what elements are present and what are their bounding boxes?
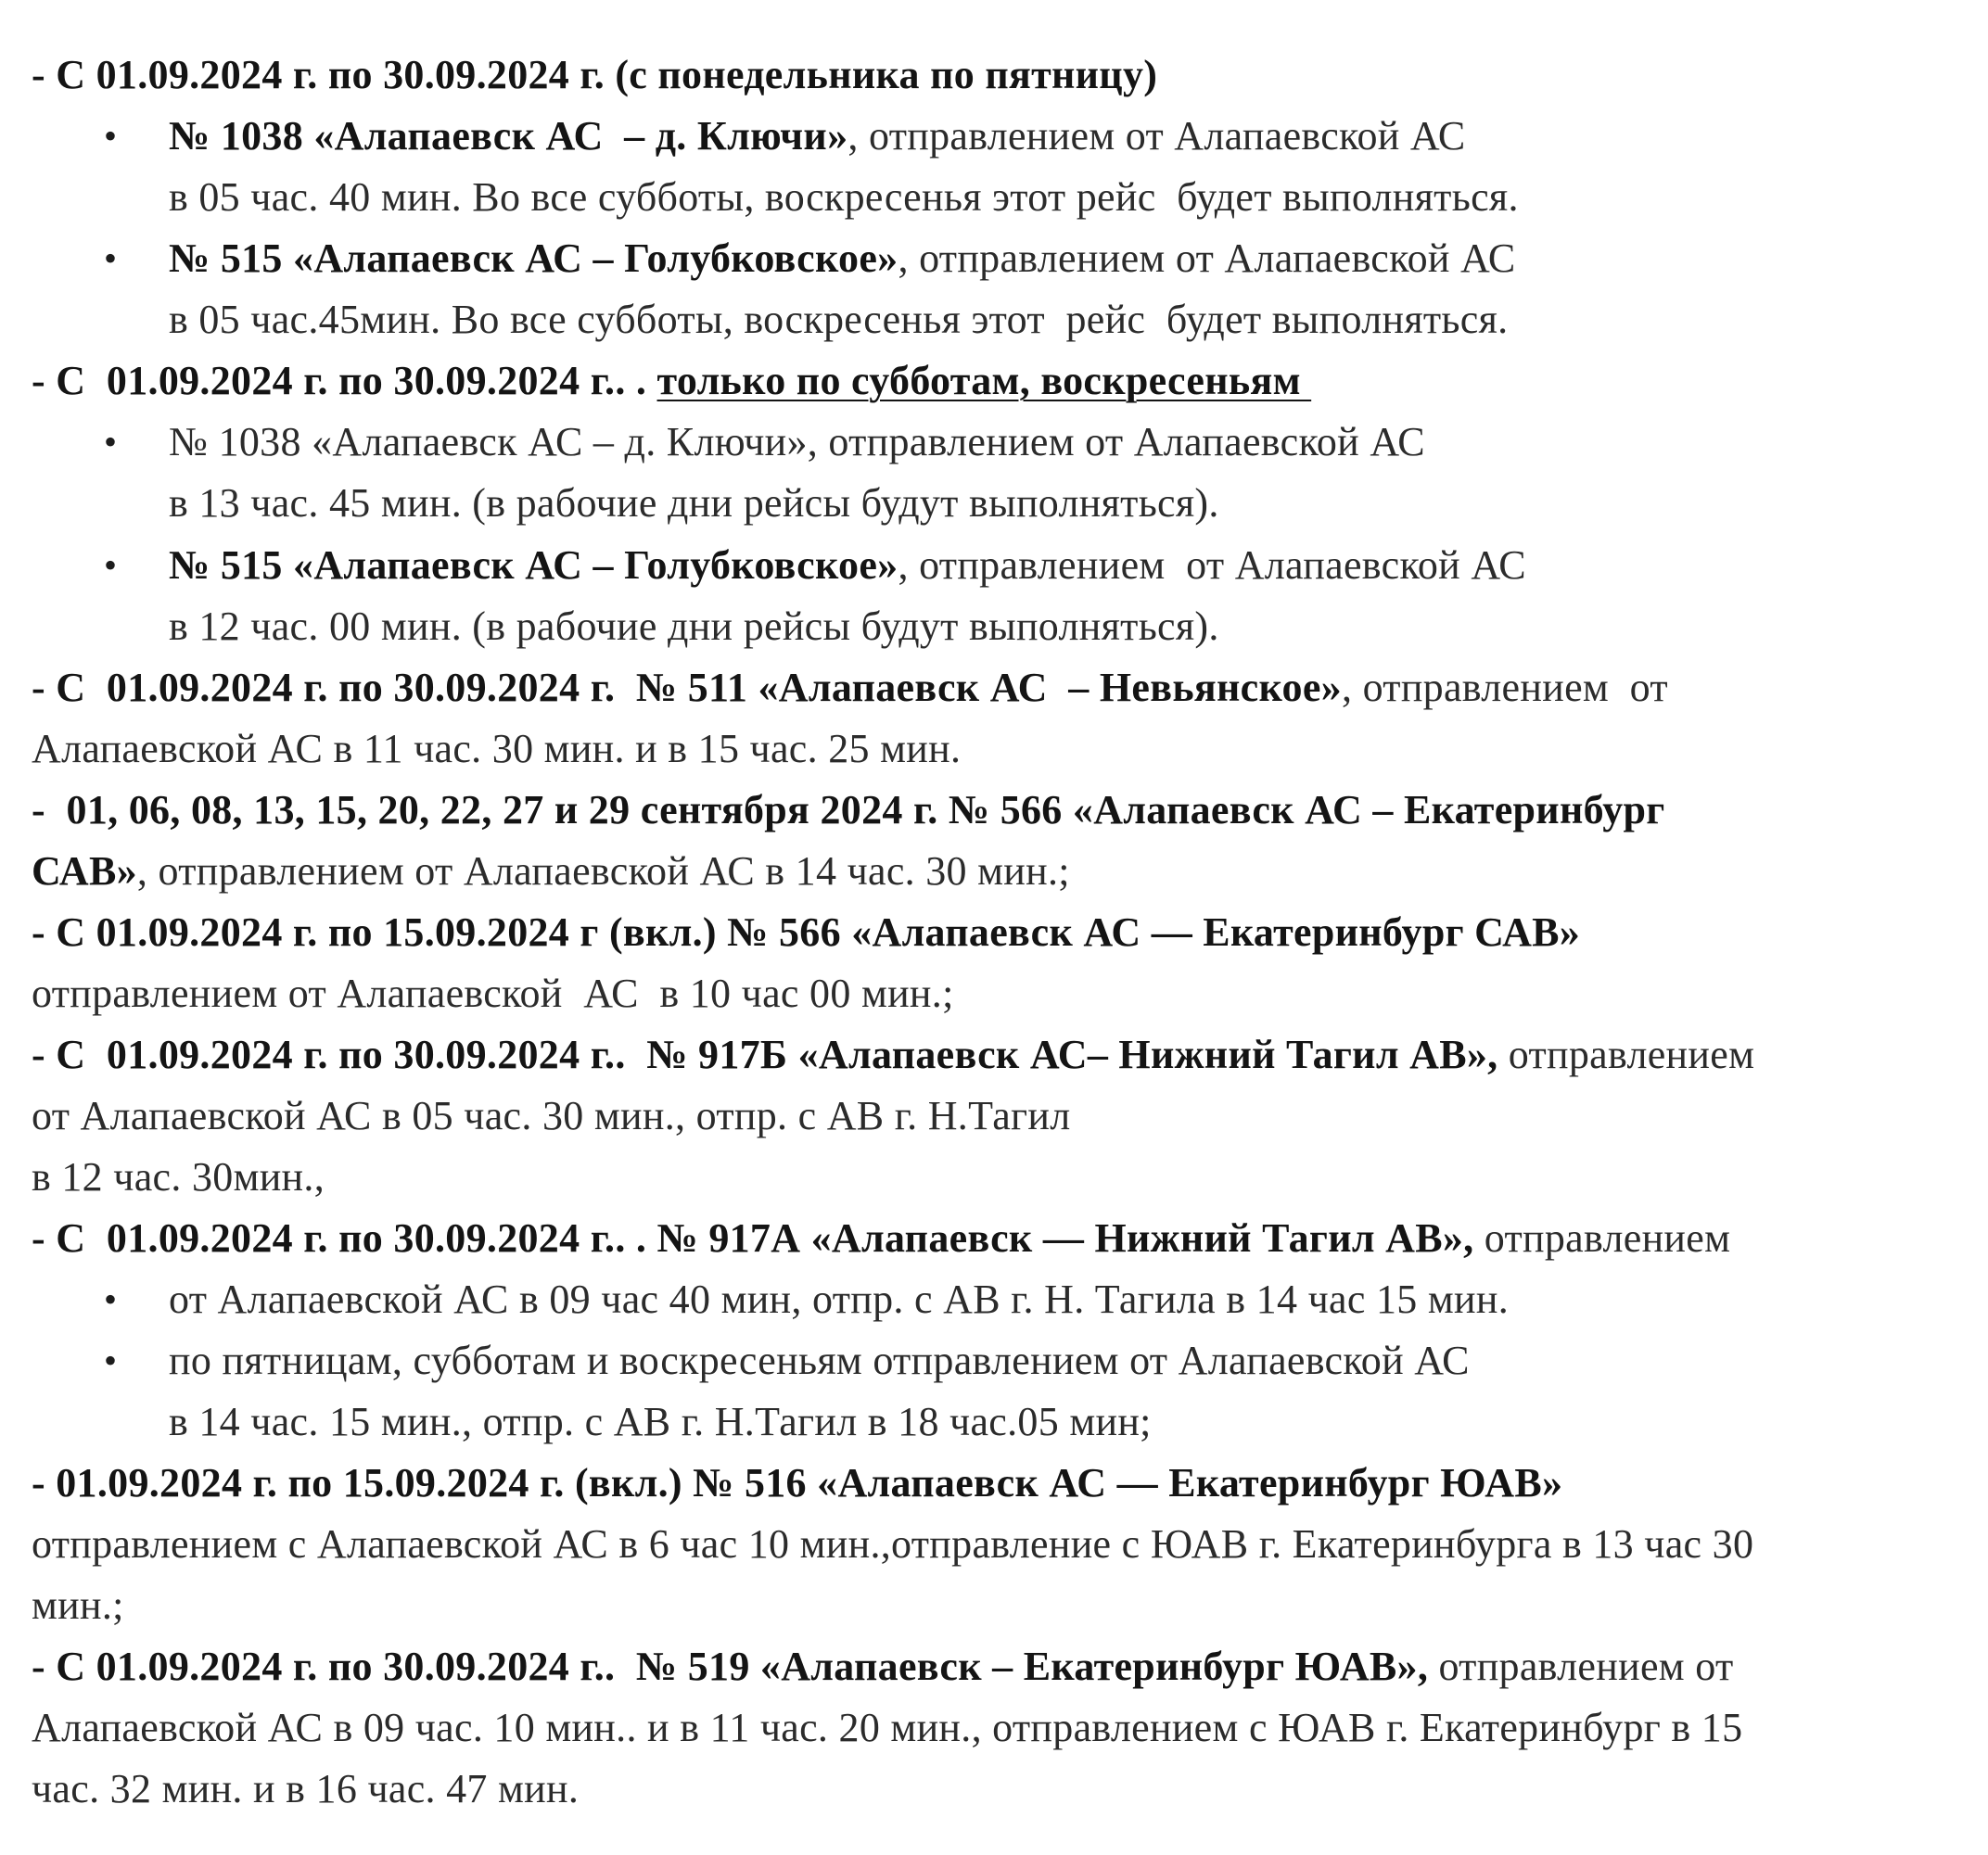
route-1038-weekend: № 1038 «Алапаевск АС – д. Ключи», отправлением от Алапаевской АС <box>169 419 1425 464</box>
route-566-dates: - 01, 06, 08, 13, 15, 20, 22, 27 и 29 сентября 2024 г. № 566 «Алапаевск АС – Екатеринбург <box>32 787 1665 832</box>
route-516-time: отправлением с Алапаевской АС в 6 час 10 мин.,отправление с ЮАВ г. Екатеринбурга в 13 час 30 <box>32 1521 1754 1567</box>
route-515-weekday: № 515 «Алапаевск АС – Голубковское», отправлением от Алапаевской АС <box>169 235 1516 281</box>
bullet-icon: • <box>104 1278 118 1320</box>
route-519-time-end: час. 32 мин. и в 16 час. 47 мин. <box>32 1766 580 1811</box>
bullet-icon: • <box>104 237 118 279</box>
section-heading-weekends: - С 01.09.2024 г. по 30.09.2024 г.. . только по субботам, воскресеньям <box>32 358 1312 403</box>
route-516: - 01.09.2024 г. по 15.09.2024 г. (вкл.) № 516 «Алапаевск АС — Екатеринбург ЮАВ» <box>32 1460 1563 1506</box>
route-566-period: - С 01.09.2024 г. по 15.09.2024 г (вкл.) № 566 «Алапаевск АС — Екатеринбург САВ» <box>32 909 1581 955</box>
route-1038-weekend-time: в 13 час. 45 мин. (в рабочие дни рейсы будут выполняться). <box>169 480 1219 526</box>
route-917a-daily: от Алапаевской АС в 09 час 40 мин, отпр. с АВ г. Н. Тагила в 14 час 15 мин. <box>169 1277 1510 1322</box>
bullet-icon: • <box>104 421 118 463</box>
route-917b: - С 01.09.2024 г. по 30.09.2024 г.. № 917Б «Алапаевск АС– Нижний Тагил АВ», отправлением <box>32 1032 1755 1077</box>
route-519-time: Алапаевской АС в 09 час. 10 мин.. и в 11 час. 20 мин., отправлением с ЮАВ г. Екатеринбург в 15 <box>32 1705 1743 1750</box>
route-516-time-end: мин.; <box>32 1582 124 1628</box>
route-917a-weekend-time: в 14 час. 15 мин., отпр. с АВ г. Н.Тагил в 18 час.05 мин; <box>169 1399 1152 1444</box>
route-917a: - С 01.09.2024 г. по 30.09.2024 г.. . № 917А «Алапаевск — Нижний Тагил АВ», отправлением <box>32 1215 1731 1261</box>
route-1038-weekday-time: в 05 час. 40 мин. Во все субботы, воскресенья этот рейс будет выполняться. <box>169 174 1519 220</box>
route-511-time: Алапаевской АС в 11 час. 30 мин. и в 15 час. 25 мин. <box>32 726 962 771</box>
route-515-weekday-time: в 05 час.45мин. Во все субботы, воскресенья этот рейс будет выполняться. <box>169 297 1509 342</box>
route-917b-time: от Алапаевской АС в 05 час. 30 мин., отпр. с АВ г. Н.Тагил <box>32 1093 1071 1138</box>
bullet-icon: • <box>104 1340 118 1381</box>
route-519: - С 01.09.2024 г. по 30.09.2024 г.. № 519 «Алапаевск – Екатеринбург ЮАВ», отправлением от <box>32 1644 1734 1689</box>
route-515-weekend: № 515 «Алапаевск АС – Голубковское», отправлением от Алапаевской АС <box>169 542 1526 588</box>
route-515-weekend-time: в 12 час. 00 мин. (в рабочие дни рейсы будут выполняться). <box>169 604 1219 649</box>
bullet-icon: • <box>104 544 118 586</box>
route-1038-weekday: № 1038 «Алапаевск АС – д. Ключи», отправлением от Алапаевской АС <box>169 113 1466 159</box>
route-511: - С 01.09.2024 г. по 30.09.2024 г. № 511 «Алапаевск АС – Невьянское», отправлением от <box>32 665 1668 710</box>
route-917b-time-return: в 12 час. 30мин., <box>32 1154 325 1200</box>
route-917a-weekend: по пятницам, субботам и воскресеньям отправлением от Алапаевской АС <box>169 1338 1470 1383</box>
section-heading-weekdays: - С 01.09.2024 г. по 30.09.2024 г. (с понедельника по пятницу) <box>32 52 1158 97</box>
route-566-period-time: отправлением от Алапаевской АС в 10 час 00 мин.; <box>32 971 954 1016</box>
route-566-dates-time: САВ», отправлением от Алапаевской АС в 14 час. 30 мин.; <box>32 848 1070 894</box>
bullet-icon: • <box>104 115 118 157</box>
